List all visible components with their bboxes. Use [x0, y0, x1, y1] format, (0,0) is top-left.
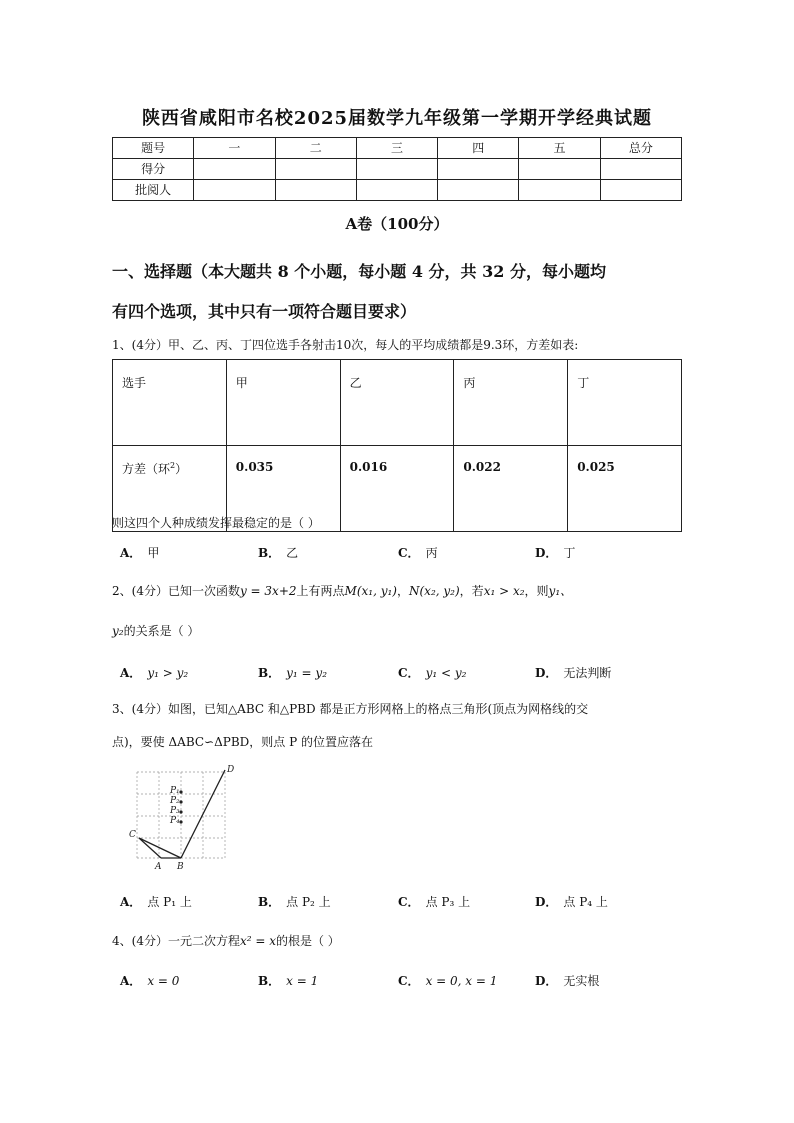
- score-cell: [519, 180, 600, 201]
- part1-heading-line1: 一、选择题（本大题共 8 个小题，每小题 4 分，共 32 分，每小题均: [112, 262, 606, 281]
- q2-function: y = 3x+2: [239, 584, 297, 598]
- score-cell: [600, 159, 681, 180]
- option-key: C．: [398, 666, 420, 680]
- point-p1-dot: [179, 790, 182, 793]
- q2-stem-prefix: 2、(4分）已知一次函数: [112, 584, 240, 598]
- q4-stem-prefix: 4、(4分）一元二次方程: [112, 934, 240, 948]
- q3-stem-line1: 3、(4分）如图，已知△ABC 和△PBD 都是正方形网格上的格点三角形(顶点为网格线的交: [112, 702, 589, 716]
- q2-sep: ，: [396, 584, 409, 598]
- option-text: 丙: [425, 546, 438, 560]
- q2-point-n: N(x₂, y₂): [409, 584, 460, 598]
- option-key: A．: [120, 974, 142, 988]
- q2-cond-prefix: ，若: [459, 584, 484, 598]
- score-cell: [438, 180, 519, 201]
- label-p4: P₄: [170, 816, 180, 826]
- point-p2-dot: [179, 800, 182, 803]
- q2-option-c[interactable]: [398, 664, 466, 681]
- score-cell: [600, 180, 681, 201]
- score-table-row: [113, 159, 682, 180]
- q1-value-cell: 0.022: [454, 446, 568, 532]
- q4-option-b[interactable]: [258, 972, 318, 989]
- score-cell: [356, 180, 437, 201]
- q2-stem-line2: [112, 622, 199, 639]
- option-text: y₁ = y₂: [286, 666, 328, 680]
- option-key: C．: [398, 895, 420, 909]
- q1-value-cell: 0.025: [568, 446, 682, 532]
- label-p1: P₁: [170, 786, 180, 796]
- option-key: C．: [398, 546, 420, 560]
- q4-option-c[interactable]: [398, 972, 497, 989]
- score-table-row: [113, 180, 682, 201]
- option-text: 点 P₃ 上: [425, 895, 471, 909]
- score-cell: [194, 180, 275, 201]
- score-header-cell: 五: [519, 138, 600, 159]
- q1-header-cell: 选手: [113, 360, 227, 446]
- option-text: y₁ > y₂: [147, 666, 189, 680]
- q3-option-d[interactable]: [535, 893, 608, 910]
- q1-ask: 则这四个人种成绩发挥最稳定的是（ ）: [112, 516, 320, 530]
- score-cell: [275, 159, 356, 180]
- q1-variance-table: [112, 359, 682, 532]
- score-table: [112, 137, 682, 201]
- option-key: C．: [398, 974, 420, 988]
- score-cell: [519, 159, 600, 180]
- exam-title: 陕西省咸阳市名校2025届数学九年级第一学期开学经典试题: [141, 108, 653, 129]
- q1-header-cell: 甲: [226, 360, 340, 446]
- q1-option-d[interactable]: [535, 544, 575, 561]
- label-a: A: [155, 862, 162, 872]
- q1-value-cell: 0.016: [340, 446, 454, 532]
- score-header-cell: 总分: [600, 138, 681, 159]
- score-header-cell: 三: [356, 138, 437, 159]
- q2-line2-text: 的关系是（ ）: [123, 624, 200, 638]
- option-key: B．: [258, 895, 281, 909]
- q1-header-cell: 丙: [454, 360, 568, 446]
- q4-equation: x² = x: [239, 934, 276, 948]
- q1-option-c[interactable]: [398, 544, 438, 561]
- score-table-header-row: [113, 138, 682, 159]
- score-cell: [194, 159, 275, 180]
- option-key: B．: [258, 666, 281, 680]
- q3-grid-figure: [125, 762, 237, 872]
- option-key: D．: [535, 666, 558, 680]
- q2-stem: [112, 582, 572, 599]
- section-a-heading: A卷（100分）: [345, 215, 449, 233]
- point-p3-dot: [179, 810, 182, 813]
- grid-lines: [137, 772, 225, 858]
- part1-heading-line2: 有四个选项，其中只有一项符合题目要求）: [112, 302, 417, 321]
- option-key: A．: [120, 895, 142, 909]
- option-key: B．: [258, 974, 281, 988]
- score-header-cell: 题号: [113, 138, 194, 159]
- label-c: C: [129, 830, 136, 840]
- option-key: A．: [120, 546, 142, 560]
- label-p3: P₃: [170, 806, 180, 816]
- option-key: B．: [258, 546, 281, 560]
- q2-stem-mid: 上有两点: [296, 584, 345, 598]
- option-key: A．: [120, 666, 142, 680]
- score-header-cell: 二: [275, 138, 356, 159]
- point-p4-dot: [179, 820, 182, 823]
- q1-table-header-row: [113, 360, 682, 446]
- option-text: y₁ < y₂: [425, 666, 467, 680]
- label-b: B: [177, 862, 184, 872]
- score-cell: [275, 180, 356, 201]
- q3-option-c[interactable]: [398, 893, 470, 910]
- q1-value-cell: 0.035: [226, 446, 340, 532]
- q2-cond-suffix: ，则: [524, 584, 549, 598]
- q4-stem: [112, 932, 340, 949]
- option-key: D．: [535, 546, 558, 560]
- q2-line2-var: y₂: [112, 624, 124, 638]
- q1-stem: 1、(4分）甲、乙、丙、丁四位选手各射击10次，每人的平均成绩都是9.3环，方差如表:: [112, 338, 579, 352]
- option-text: 点 P₂ 上: [286, 895, 331, 909]
- q1-header-cell: 乙: [340, 360, 454, 446]
- part1-heading: [112, 252, 687, 332]
- option-text: 无法判断: [563, 666, 612, 680]
- q1-header-cell: 丁: [568, 360, 682, 446]
- q3-stem-line2: 点)，要使 ΔABC∽ΔPBD，则点 P 的位置应落在: [112, 735, 373, 749]
- option-text: 乙: [286, 546, 299, 560]
- score-row-label: 批阅人: [113, 180, 194, 201]
- option-key: D．: [535, 974, 558, 988]
- segment-ca: [139, 838, 161, 858]
- score-row-label: 得分: [113, 159, 194, 180]
- option-key: D．: [535, 895, 558, 909]
- score-header-cell: 一: [194, 138, 275, 159]
- option-text: 丁: [563, 546, 576, 560]
- q2-then: y₁、: [548, 584, 573, 598]
- option-text: x = 0: [147, 974, 180, 988]
- q1-row-label-sup: 2: [170, 461, 176, 470]
- option-text: 点 P₄ 上: [563, 895, 608, 909]
- label-p2: P₂: [170, 796, 180, 806]
- option-text: 无实根: [563, 974, 600, 988]
- q2-option-a[interactable]: [120, 664, 188, 681]
- q2-point-m: M(x₁, y₁): [344, 584, 397, 598]
- option-text: x = 0, x = 1: [425, 974, 498, 988]
- option-text: 甲: [147, 546, 160, 560]
- score-cell: [356, 159, 437, 180]
- q3-option-b[interactable]: [258, 893, 331, 910]
- q1-option-b[interactable]: [258, 544, 298, 561]
- q2-option-d[interactable]: [535, 664, 611, 681]
- score-cell: [438, 159, 519, 180]
- q1-row-label-text: 方差（环: [122, 462, 171, 476]
- label-d: D: [227, 765, 235, 775]
- q2-condition: x₁ > x₂: [483, 584, 525, 598]
- q4-option-a[interactable]: [120, 972, 179, 989]
- score-header-cell: 四: [438, 138, 519, 159]
- q1-row-label-end: ）: [175, 462, 188, 476]
- segment-cb: [139, 838, 181, 858]
- option-text: 点 P₁ 上: [147, 895, 192, 909]
- option-text: x = 1: [286, 974, 319, 988]
- q1-option-a[interactable]: [120, 544, 159, 561]
- q3-option-a[interactable]: [120, 893, 192, 910]
- grid-points: [179, 790, 182, 823]
- q4-option-d[interactable]: [535, 972, 599, 989]
- q2-option-b[interactable]: [258, 664, 327, 681]
- q4-stem-suffix: 的根是（ ）: [275, 934, 340, 948]
